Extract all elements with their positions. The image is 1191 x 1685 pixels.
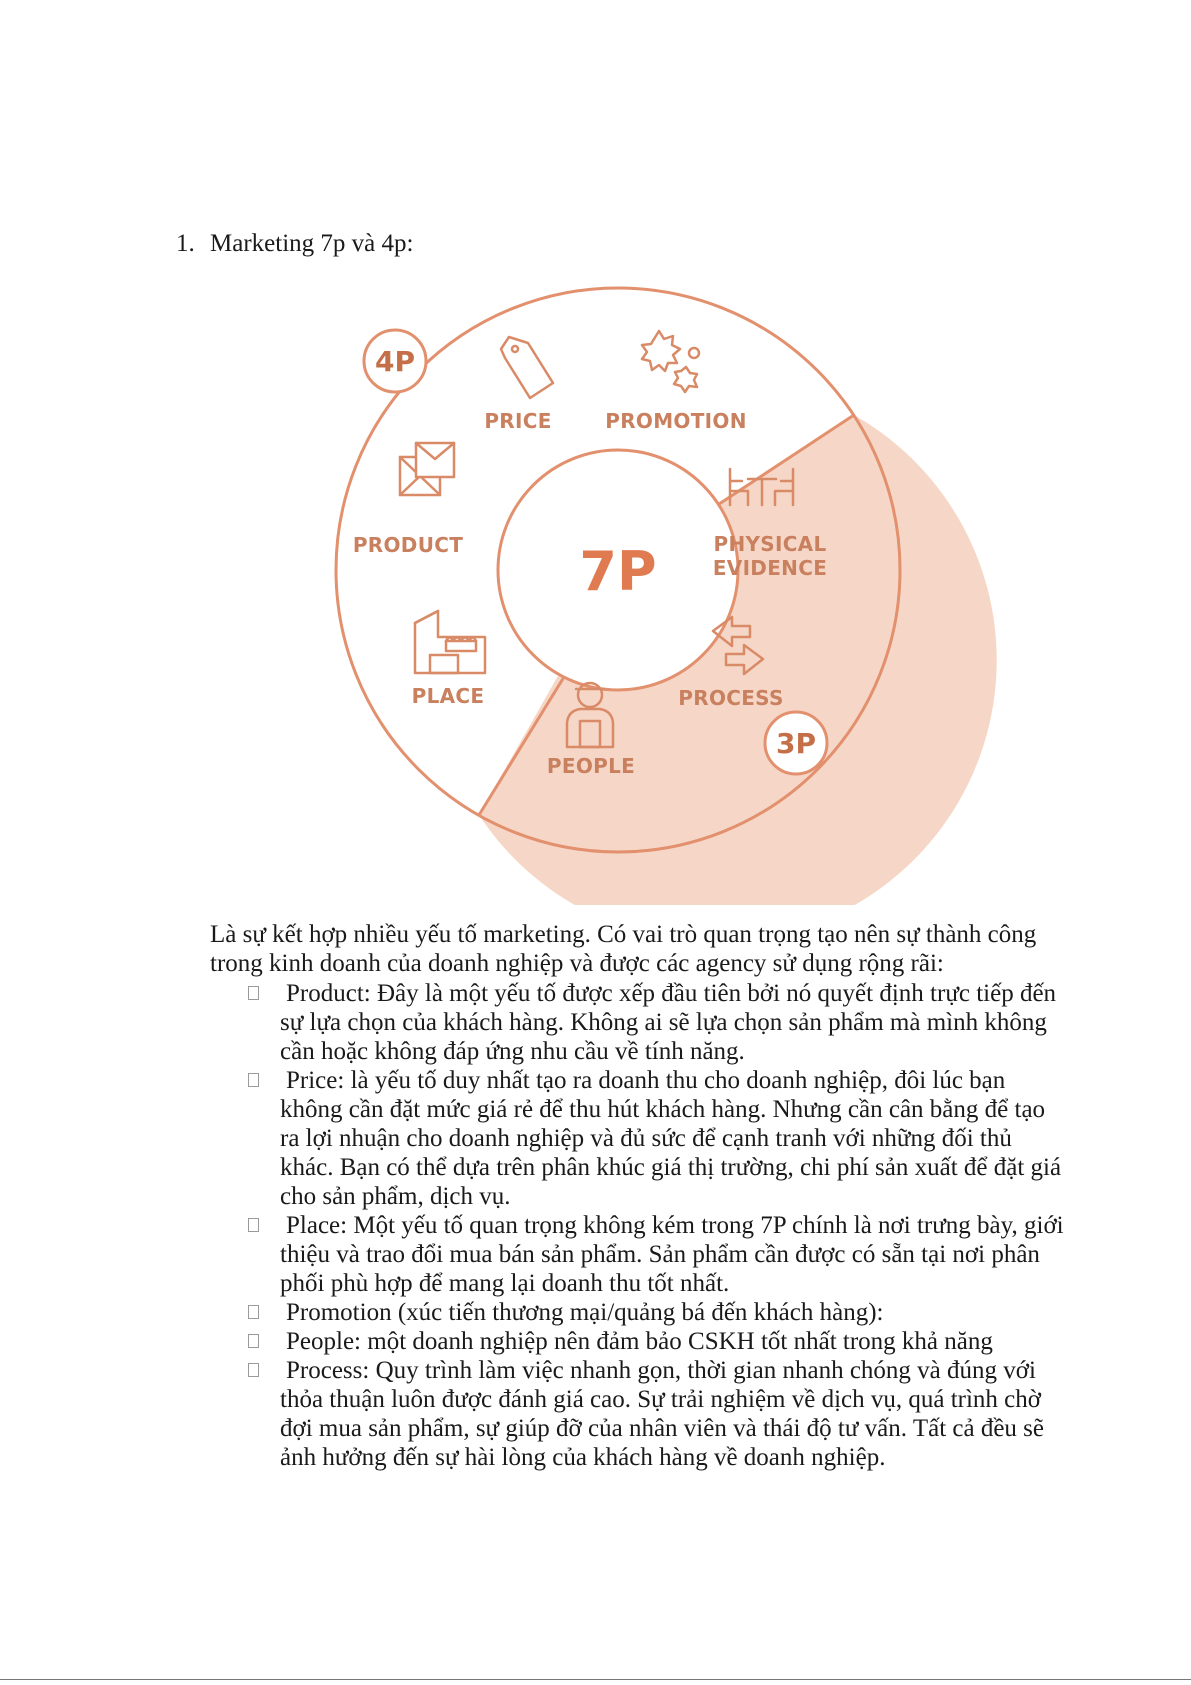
- label-process: PROCESS: [678, 686, 784, 710]
- bullet-text: Một yếu tố quan trọng không kém trong 7P chính là nơi trưng bày, giới thiệu và trao đổi mua bán sản phẩm. Sản phẩm cần được có sẵn tại nơi phân phối phù hợp để mang lại doanh thu tốt nhất.: [280, 1212, 1064, 1297]
- label-product: PRODUCT: [352, 533, 464, 557]
- checkbox-glyph-icon: [248, 1363, 259, 1377]
- section-heading: [176, 230, 413, 258]
- product-package-icon: [400, 443, 454, 495]
- bullet-term: Price:: [286, 1067, 345, 1094]
- label-people: PEOPLE: [546, 754, 636, 778]
- bullet-text: Đây là một yếu tố được xếp đầu tiên bởi nó quyết định trực tiếp đến sự lựa chọn của khách hàng. Không ai sẽ lựa chọn sản phẩm mà mình không cần hoặc không đáp ứng nhu cầu về tính năng.: [280, 980, 1057, 1065]
- list-item: [248, 1327, 1068, 1356]
- center-7p: 7P: [579, 540, 657, 603]
- label-evidence: EVIDENCE: [712, 556, 828, 580]
- price-tag-icon: [501, 337, 553, 398]
- checkbox-glyph-icon: [248, 1334, 259, 1348]
- promotion-stars-icon: [642, 331, 699, 392]
- checkbox-glyph-icon: [248, 1073, 259, 1087]
- list-item: [248, 1066, 1068, 1211]
- bullet-text: (xúc tiến thương mại/quảng bá đến khách hàng):: [391, 1299, 884, 1326]
- intro-paragraph: Là sự kết hợp nhiều yếu tố marketing. Có vai trò quan trọng tạo nên sự thành công trong kinh doanh của doanh nghiệp và được các agency sử dụng rộng rãi:: [210, 921, 1037, 977]
- bullet-list: [248, 979, 1068, 1472]
- marketing-7p-diagram: [258, 265, 998, 905]
- bullet-text: Quy trình làm việc nhanh gọn, thời gian nhanh chóng và đúng với thỏa thuận luôn được đánh giá cao. Sự trải nghiệm về dịch vụ, quá trình chờ đợi mua sản phẩm, sự giúp đỡ của nhân viên và thái độ tư vấn. Tất cả đều sẽ ảnh hưởng đến sự hài lòng của khách hàng về doanh nghiệp.: [280, 1357, 1045, 1471]
- bullet-text: một doanh nghiệp nên đảm bảo CSKH tốt nhất trong khả năng: [361, 1328, 993, 1355]
- heading-text: Marketing 7p và 4p:: [210, 230, 414, 257]
- list-item: [248, 1298, 1068, 1327]
- bullet-term: People:: [286, 1328, 361, 1355]
- bullet-text: là yếu tố duy nhất tạo ra doanh thu cho doanh nghiệp, đôi lúc bạn không cần đặt mức giá rẻ để thu hút khách hàng. Nhưng cần cân bằng để tạo ra lợi nhuận cho doanh nghiệp và đủ sức để cạnh tranh với những đối thủ khác. Bạn có thể dựa trên phân khúc giá thị trường, chi phí sản xuất để đặt giá cho sản phẩm, dịch vụ.: [280, 1067, 1062, 1210]
- bullet-term: Promotion: [286, 1299, 392, 1326]
- list-item: [248, 979, 1068, 1066]
- list-item: [248, 1211, 1068, 1298]
- label-promotion: PROMOTION: [605, 409, 747, 433]
- diagram-svg: [258, 265, 998, 905]
- place-store-icon: [415, 611, 485, 673]
- page-bottom-rule: [0, 1679, 1191, 1680]
- badge-4p: 4P: [374, 345, 416, 378]
- bullet-term: Place:: [286, 1212, 348, 1239]
- checkbox-glyph-icon: [248, 1305, 259, 1319]
- label-physical: PHYSICAL: [713, 532, 827, 556]
- heading-number: 1.: [176, 230, 195, 257]
- checkbox-glyph-icon: [248, 1218, 259, 1232]
- bullet-term: Process:: [286, 1357, 370, 1384]
- bullet-term: Product:: [286, 980, 371, 1007]
- checkbox-glyph-icon: [248, 986, 259, 1000]
- badge-3p: 3P: [775, 727, 817, 760]
- label-place: PLACE: [411, 684, 485, 708]
- label-price: PRICE: [484, 409, 552, 433]
- list-item: [248, 1356, 1068, 1472]
